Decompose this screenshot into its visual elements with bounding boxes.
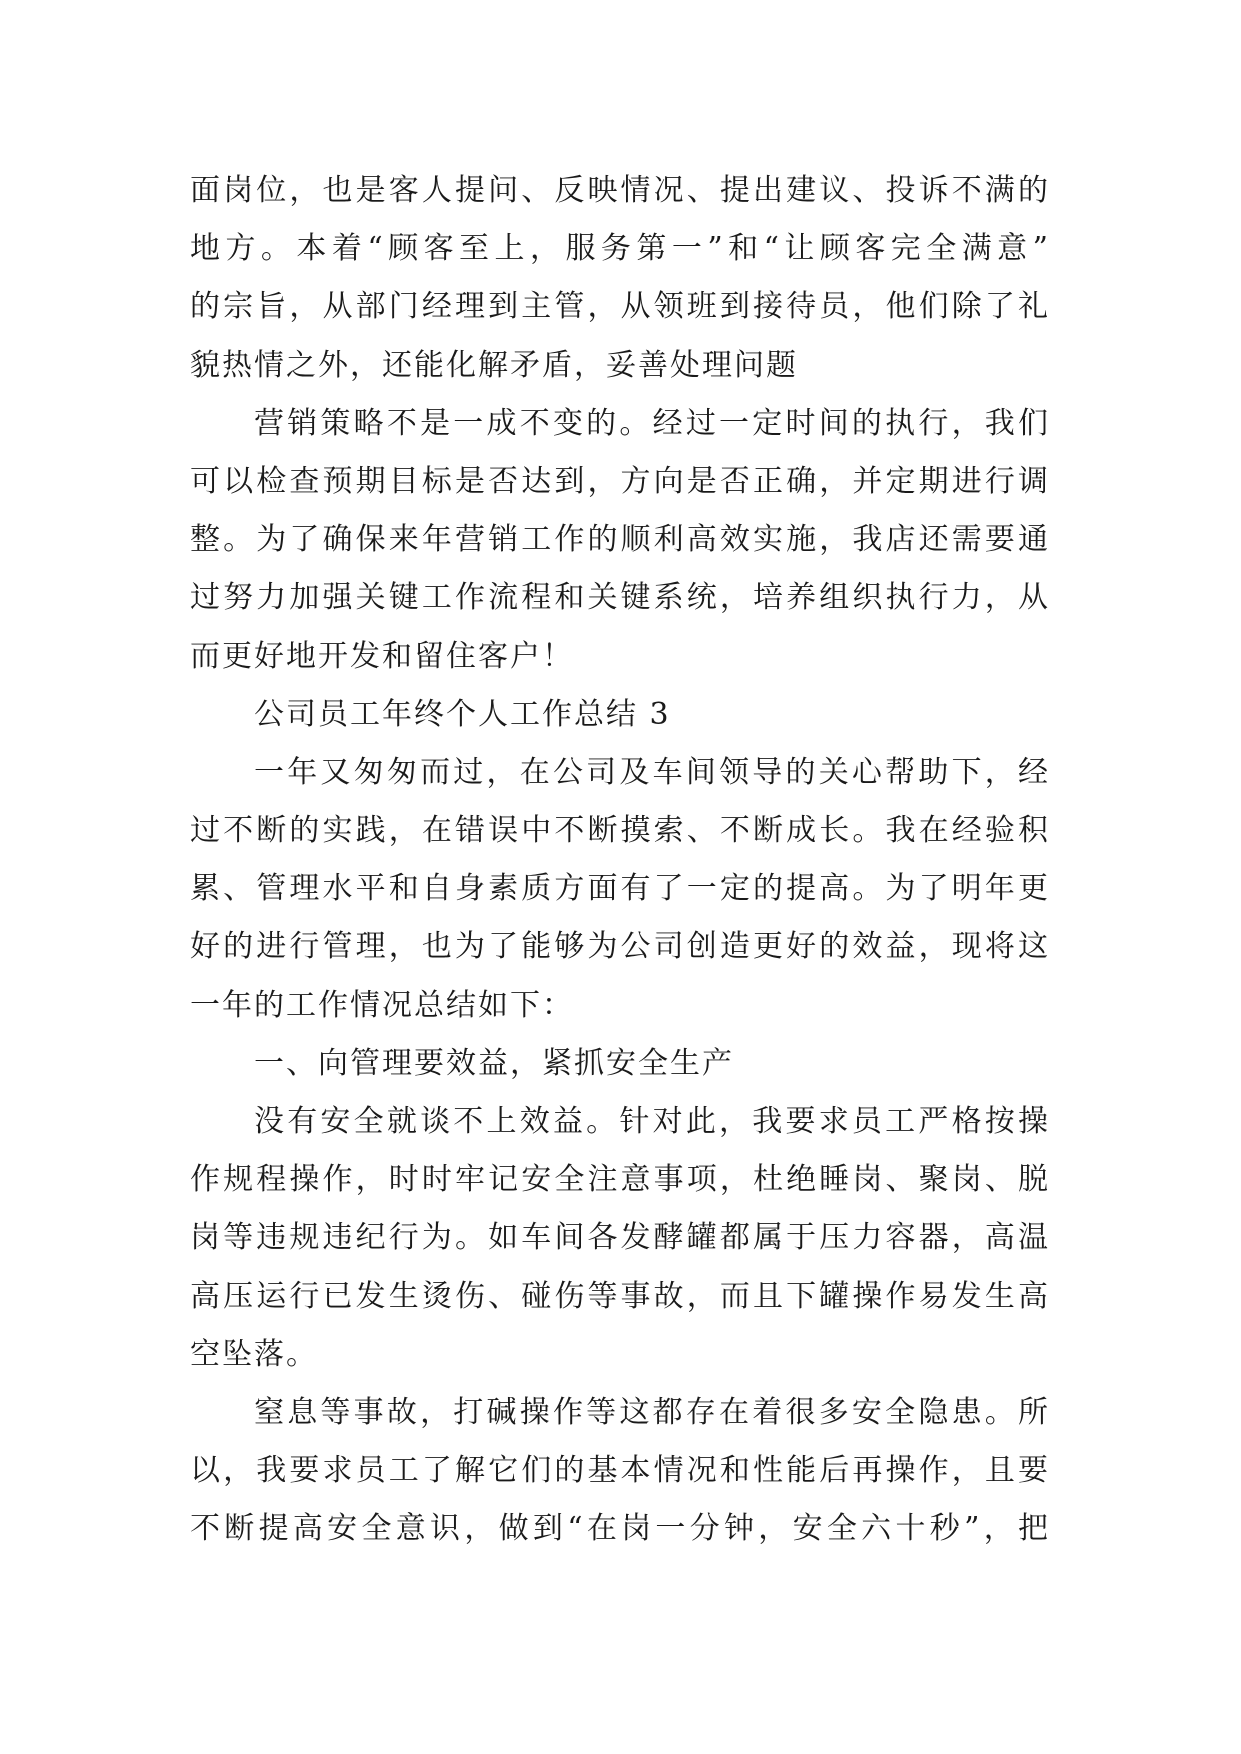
text-line: 高压运行已发生烫伤、碰伤等事故，而且下罐操作易发生高 xyxy=(190,1278,1050,1314)
text-line: 好的进行管理，也为了能够为公司创造更好的效益，现将这 xyxy=(190,929,1050,965)
text-line: 不断提高安全意识，做到“在岗一分钟，安全六十秒”，把 xyxy=(190,1511,1050,1547)
text-line: 累、管理水平和自身素质方面有了一定的提高。为了明年更 xyxy=(190,871,1050,907)
text-line: 可以检查预期目标是否达到，方向是否正确，并定期进行调 xyxy=(190,463,1050,499)
text-line: 岗等违规违纪行为。如车间各发酵罐都属于压力容器，高温 xyxy=(190,1220,1050,1256)
text-line: 窒息等事故，打碱操作等这都存在着很多安全隐患。所 xyxy=(254,1394,1050,1430)
text-line: 过不断的实践，在错误中不断摸索、不断成长。我在经验积 xyxy=(190,813,1050,849)
text-line: 公司员工年终个人工作总结 3 xyxy=(254,696,671,732)
text-line: 过努力加强关键工作流程和关键系统，培养组织执行力，从 xyxy=(190,580,1050,616)
text-line: 貌热情之外，还能化解矛盾，妥善处理问题 xyxy=(190,347,798,383)
text-line: 没有安全就谈不上效益。针对此，我要求员工严格按操 xyxy=(254,1104,1050,1139)
document-body xyxy=(190,162,1050,1559)
text-line: 一年又匆匆而过，在公司及车间领导的关心帮助下，经 xyxy=(254,754,1050,790)
text-line: 以，我要求员工了解它们的基本情况和性能后再操作，且要 xyxy=(190,1453,1050,1489)
text-line: 面岗位，也是客人提问、反映情况、提出建议、投诉不满的 xyxy=(190,173,1050,208)
text-line: 整。为了确保来年营销工作的顺利高效实施，我店还需要通 xyxy=(190,522,1050,558)
text-line: 营销策略不是一成不变的。经过一定时间的执行，我们 xyxy=(254,405,1050,441)
text-line: 地方。本着“顾客至上，服务第一”和“让顾客完全满意” xyxy=(190,231,1050,267)
text-line: 空坠落。 xyxy=(190,1336,318,1372)
text-line: 的宗旨，从部门经理到主管，从领班到接待员，他们除了礼 xyxy=(190,289,1050,325)
text-line: 一年的工作情况总结如下： xyxy=(190,987,574,1023)
text-line: 而更好地开发和留住客户！ xyxy=(190,638,574,674)
text-line: 一、向管理要效益，紧抓安全生产 xyxy=(254,1045,734,1081)
text-line: 作规程操作，时时牢记安全注意事项，杜绝睡岗、聚岗、脱 xyxy=(190,1162,1050,1198)
